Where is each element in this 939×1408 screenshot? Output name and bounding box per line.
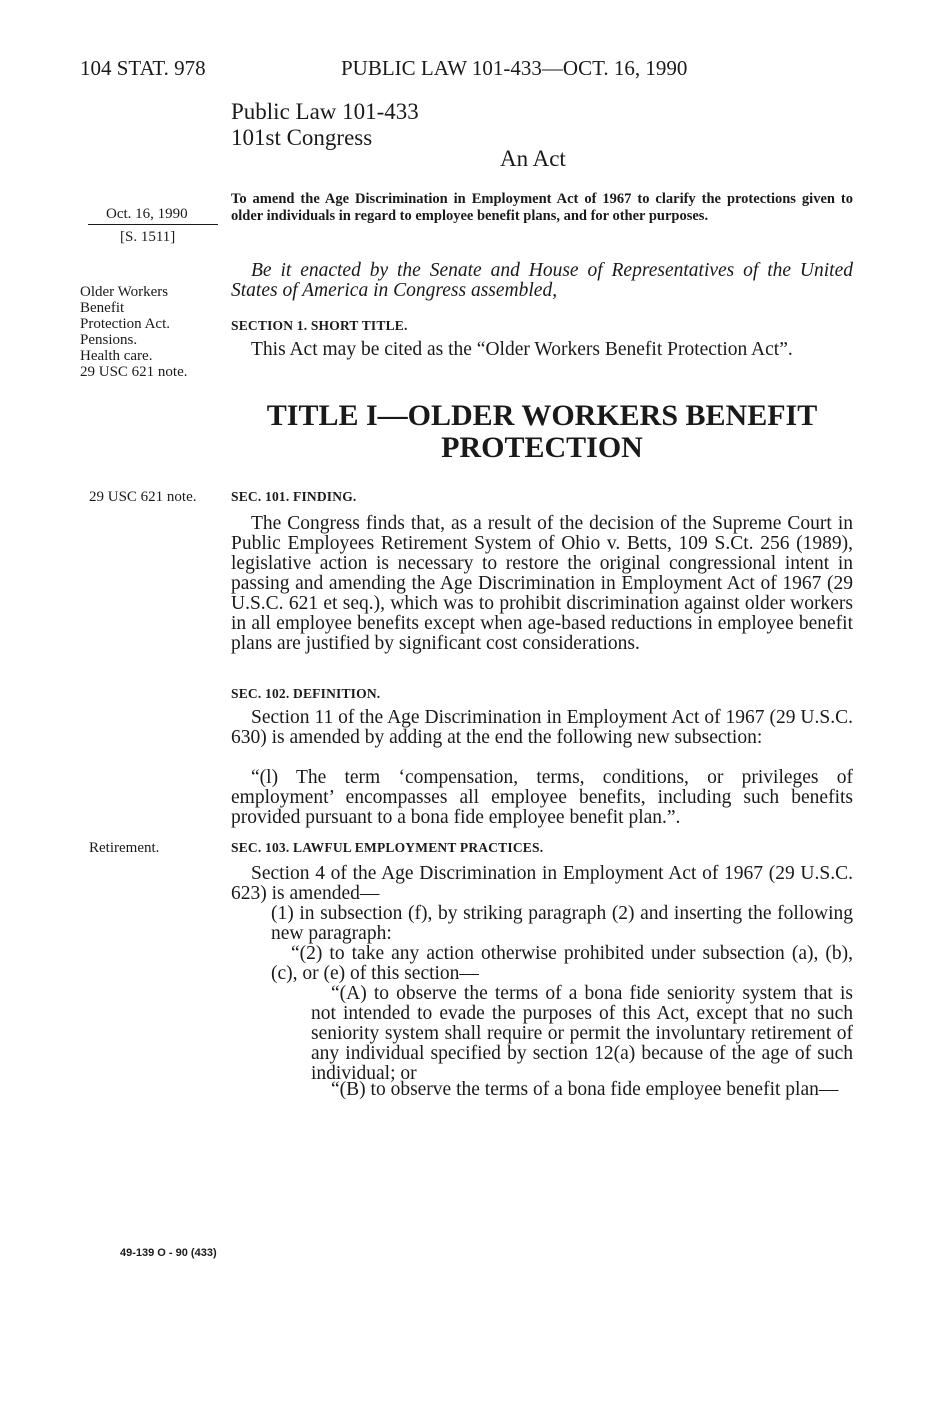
margin-note: Protection Act. (80, 316, 170, 332)
section-102-heading: SEC. 102. DEFINITION. (231, 686, 381, 701)
section-103-para-2: “(2) to take any action otherwise prohibited under subsection (a), (b), (c), or (e) of this section— (271, 943, 853, 984)
act-label: An Act (500, 146, 566, 171)
bill-number: [S. 1511] (120, 229, 176, 245)
margin-notes (80, 284, 188, 380)
section-103-heading: SEC. 103. LAWFUL EMPLOYMENT PRACTICES. (231, 840, 544, 855)
running-head: PUBLIC LAW 101-433—OCT. 16, 1990 (341, 56, 688, 80)
section-1-text: This Act may be cited as the “Older Workers Benefit Protection Act”. (251, 339, 793, 360)
page-reference: 104 STAT. 978 (80, 56, 206, 80)
enacting-clause: Be it enacted by the Senate and House of Representatives of the United States of America in Congress assembled, (231, 260, 853, 301)
print-code-footer: 49-139 O - 90 (433) (120, 1247, 217, 1259)
title-heading-line: PROTECTION (441, 431, 643, 464)
title-heading-line: TITLE I—OLDER WORKERS BENEFIT (266, 399, 818, 432)
section-101-text: The Congress finds that, as a result of the decision of the Supreme Court in Public Employees Retirement System of Ohio v. Betts, 109 S.Ct. 256 (1989), legislative action is necessary to restore the original congressional intent in passing and amending the Age Discrimination in Employment Act of 1967 (29 U.S.C. 621 et seq.), which was to prohibit discrimination against older workers in all employee benefits except when age-based reductions in employee benefit plans are justified by significant cost considerations. (231, 513, 853, 654)
section-101-heading: SEC. 101. FINDING. (231, 489, 357, 504)
section-103-para-1: (1) in subsection (f), by striking paragraph (2) and inserting the following new paragraph: (271, 903, 853, 944)
congress-number: 101st Congress (231, 125, 373, 150)
section-103-intro: Section 4 of the Age Discrimination in Employment Act of 1967 (29 U.S.C. 623) is amended— (231, 863, 853, 904)
margin-note: Benefit (80, 300, 125, 316)
margin-note-sec101: 29 USC 621 note. (89, 489, 197, 505)
section-103-para-a: “(A) to observe the terms of a bona fide seniority system that is not intended to evade the purposes of this Act, except that no such seniority system shall require or permit the involuntary retirement of any individual specified by section 12(a) because of the age of such individual; or (311, 983, 853, 1084)
margin-note: Pensions. (80, 332, 138, 348)
enactment-date: Oct. 16, 1990 (106, 206, 188, 222)
margin-note-sec103: Retirement. (89, 840, 160, 856)
purpose-clause: To amend the Age Discrimination in Employment Act of 1967 to clarify the protections given to older individuals in regard to employee benefit plans, and for other purposes. (231, 191, 853, 224)
date-divider (88, 224, 218, 225)
title-heading (231, 400, 853, 464)
section-102-text: Section 11 of the Age Discrimination in Employment Act of 1967 (29 U.S.C. 630) is amended by adding at the end the following new subsection: (231, 707, 853, 748)
section-1-heading: SECTION 1. SHORT TITLE. (231, 318, 408, 333)
section-103-para-b: “(B) to observe the terms of a bona fide employee benefit plan— (331, 1079, 839, 1100)
section-102-quote: “(l) The term ‘compensation, terms, conditions, or privileges of employment’ encompasses all employee benefits, including such benefits provided pursuant to a bona fide employee benefit plan.”. (231, 767, 853, 828)
margin-note: 29 USC 621 note. (80, 364, 188, 380)
margin-note: Health care. (80, 348, 153, 364)
margin-note: Older Workers (80, 284, 169, 300)
public-law-number: Public Law 101-433 (231, 99, 419, 124)
